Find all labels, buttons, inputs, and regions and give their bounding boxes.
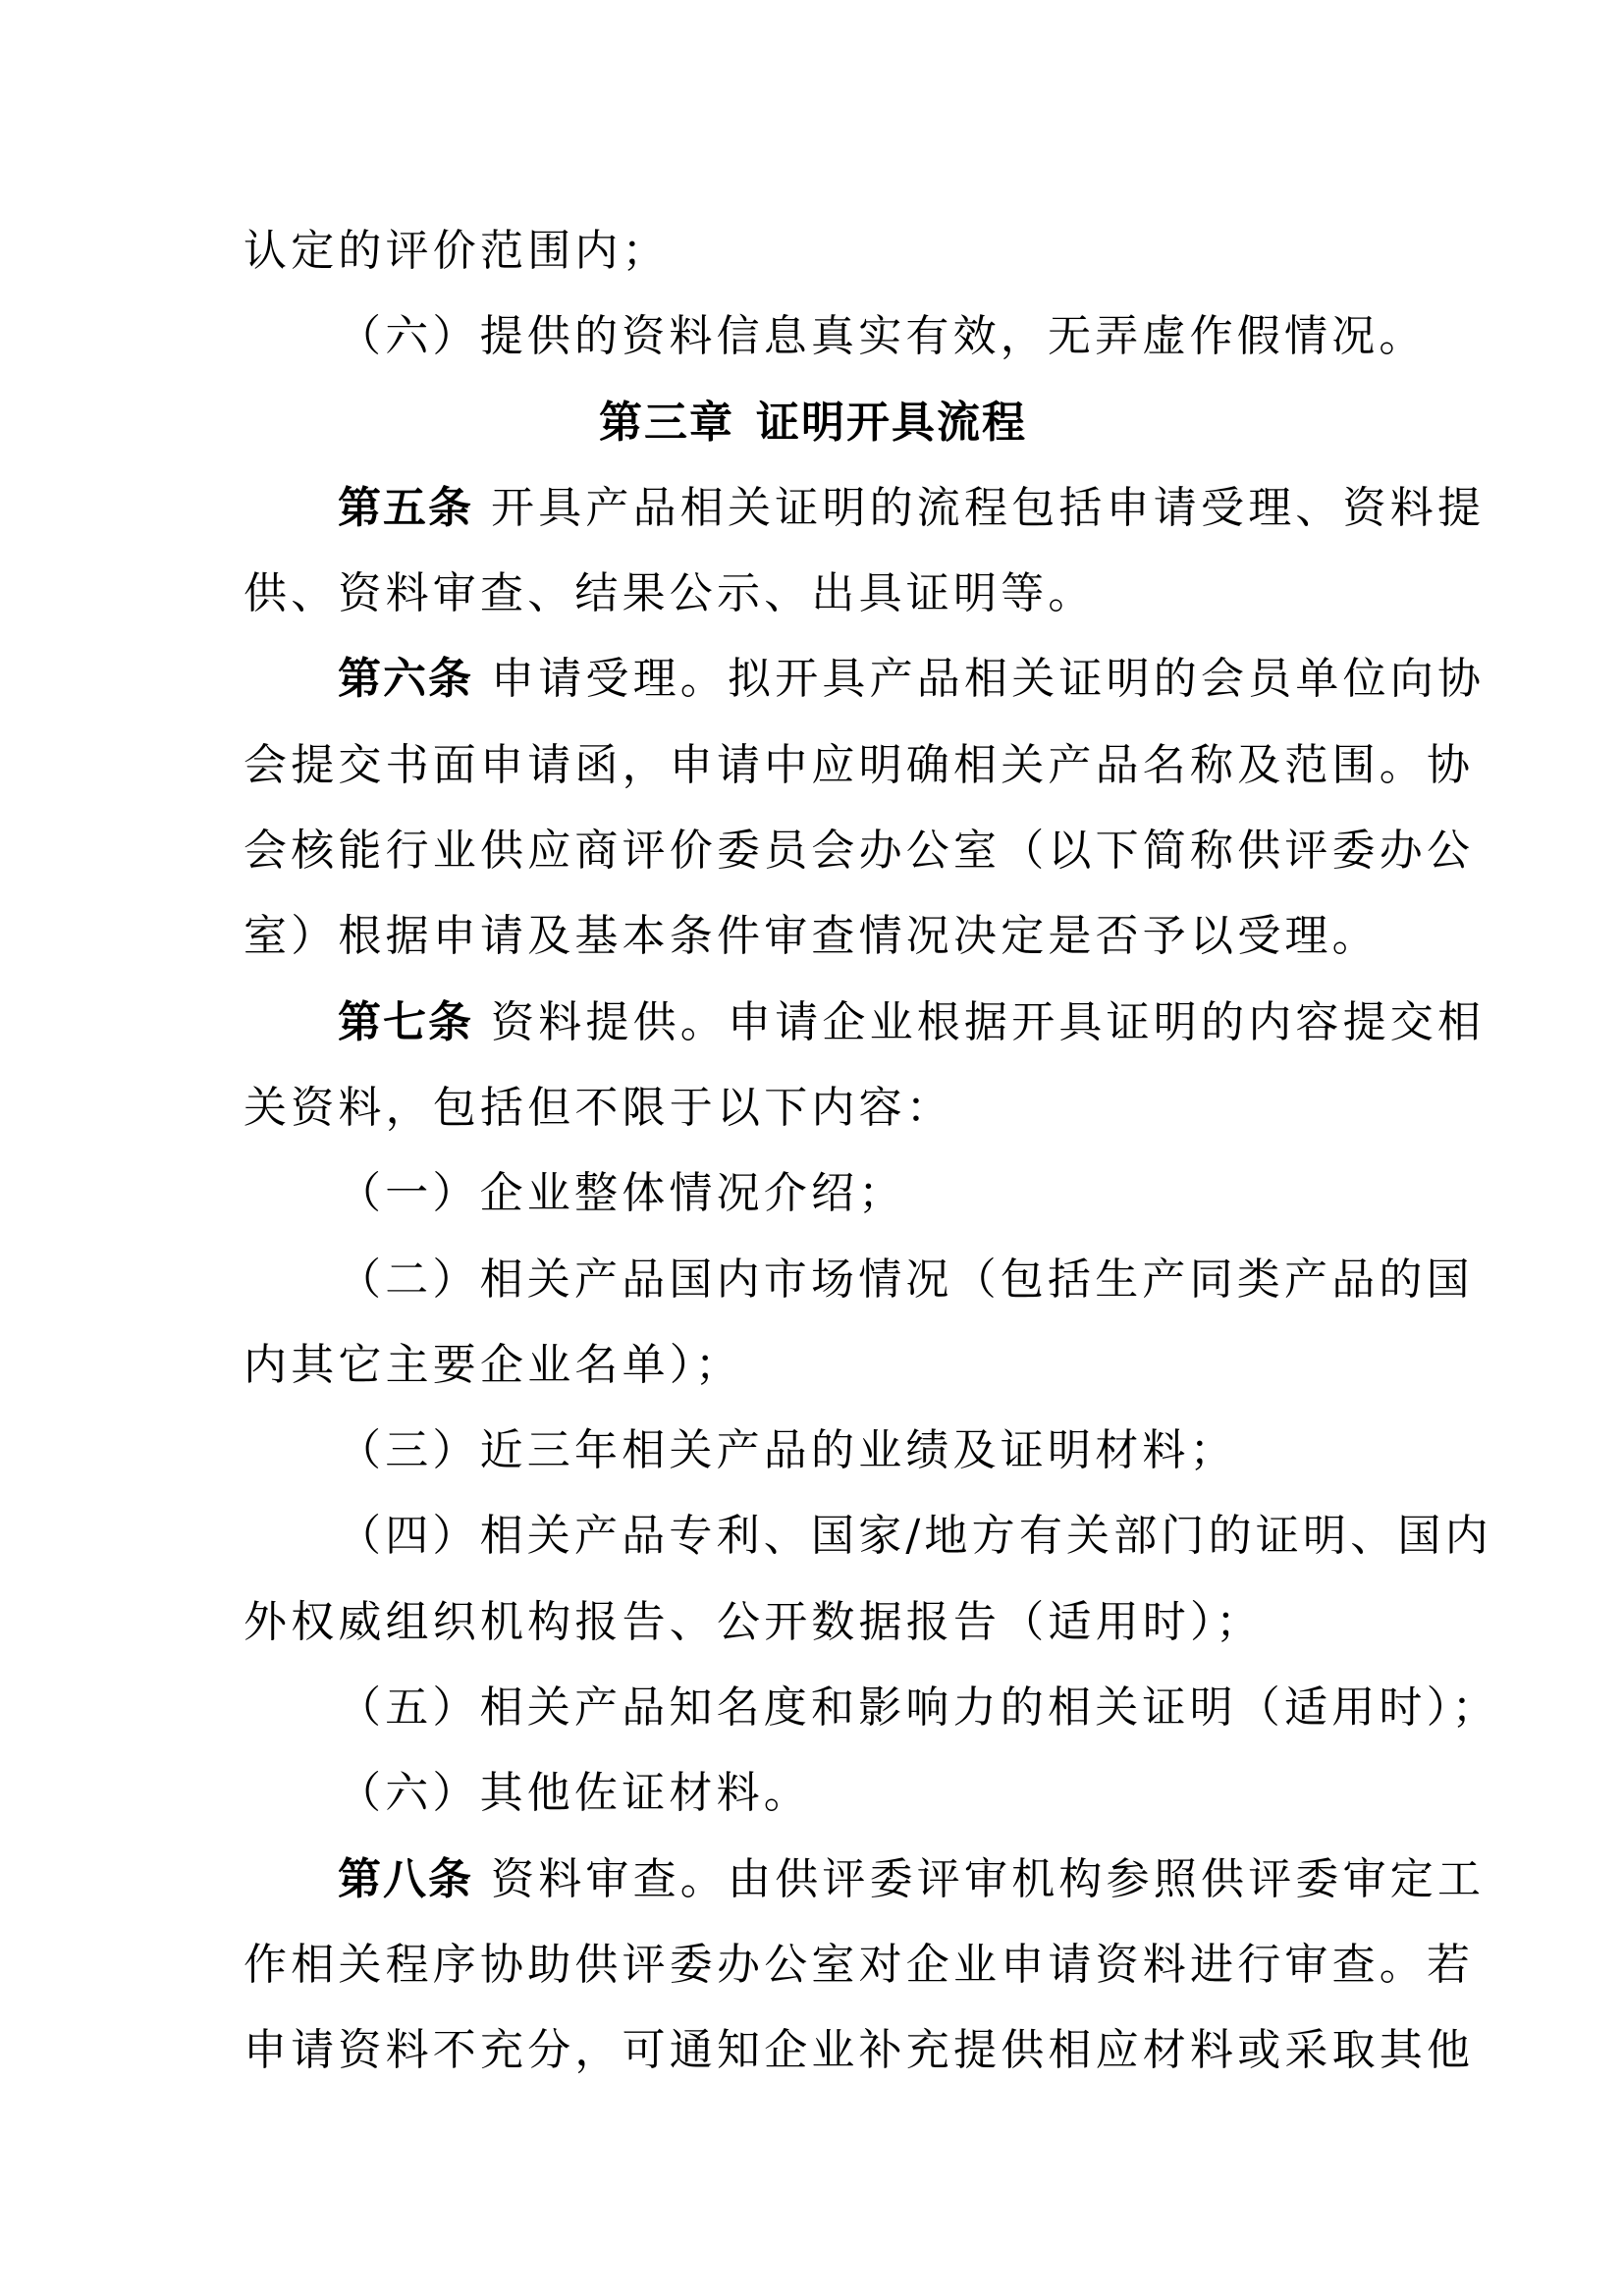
chapter-number: 第三章 bbox=[599, 397, 734, 448]
list-item-4: （四）相关产品专利、国家/地方有关部门的证明、国内 bbox=[338, 1511, 1492, 1562]
article-text: 资料提供。申请企业根据开具证明的内容提交相 bbox=[491, 996, 1486, 1047]
list-item-2-cont: 内其它主要企业名单）； bbox=[244, 1339, 743, 1390]
article-7-line-2: 关资料，包括但不限于以下内容： bbox=[244, 1082, 953, 1133]
article-6-line-1 bbox=[244, 636, 1486, 721]
article-6-line-2: 会提交书面申请函，申请中应明确相关产品名称及范围。协 bbox=[244, 739, 1475, 790]
list-item-4-cont: 外权威组织机构报告、公开数据报告（适用时）； bbox=[244, 1596, 1264, 1647]
list-item-1: （一）企业整体情况介绍； bbox=[338, 1168, 906, 1219]
article-text: 资料审查。由供评委评审机构参照供评委审定工 bbox=[491, 1853, 1486, 1904]
paragraph-line: 认定的评价范围内； bbox=[244, 226, 670, 276]
article-text: 申请受理。拟开具产品相关证明的会员单位向协 bbox=[491, 654, 1486, 705]
list-item-3: （三）近三年相关产品的业绩及证明材料； bbox=[338, 1425, 1237, 1476]
list-item-2: （二）相关产品国内市场情况（包括生产同类产品的国 bbox=[338, 1254, 1474, 1305]
list-item-5: （五）相关产品知名度和影响力的相关证明（适用时）； bbox=[338, 1682, 1499, 1734]
article-label: 第五条 bbox=[338, 482, 473, 533]
chapter-heading bbox=[244, 380, 1382, 465]
article-5-line-2: 供、资料审查、结果公示、出具证明等。 bbox=[244, 568, 1096, 619]
article-8-line-2: 作相关程序协助供评委办公室对企业申请资料进行审查。若 bbox=[244, 1939, 1475, 1990]
list-item-6: （六）其他佐证材料。 bbox=[338, 1768, 811, 1819]
article-8-line-3: 申请资料不充分，可通知企业补充提供相应材料或采取其他 bbox=[244, 2025, 1475, 2076]
document-page bbox=[244, 208, 1499, 2094]
article-label: 第七条 bbox=[338, 996, 473, 1047]
chapter-title: 证明开具流程 bbox=[756, 397, 1027, 448]
article-7-line-1 bbox=[244, 980, 1486, 1065]
article-8-line-1 bbox=[244, 1837, 1486, 1922]
article-text: 开具产品相关证明的流程包括申请受理、资料提 bbox=[491, 482, 1486, 533]
article-label: 第八条 bbox=[338, 1853, 473, 1904]
article-5-line-1 bbox=[244, 465, 1486, 551]
article-label: 第六条 bbox=[338, 654, 473, 705]
article-6-line-3: 会核能行业供应商评价委员会办公室（以下简称供评委办公 bbox=[244, 826, 1475, 877]
criteria-item-6: （六）提供的资料信息真实有效，无弄虚作假情况。 bbox=[338, 311, 1427, 362]
article-6-line-4: 室）根据申请及基本条件审查情况决定是否予以受理。 bbox=[244, 911, 1380, 962]
